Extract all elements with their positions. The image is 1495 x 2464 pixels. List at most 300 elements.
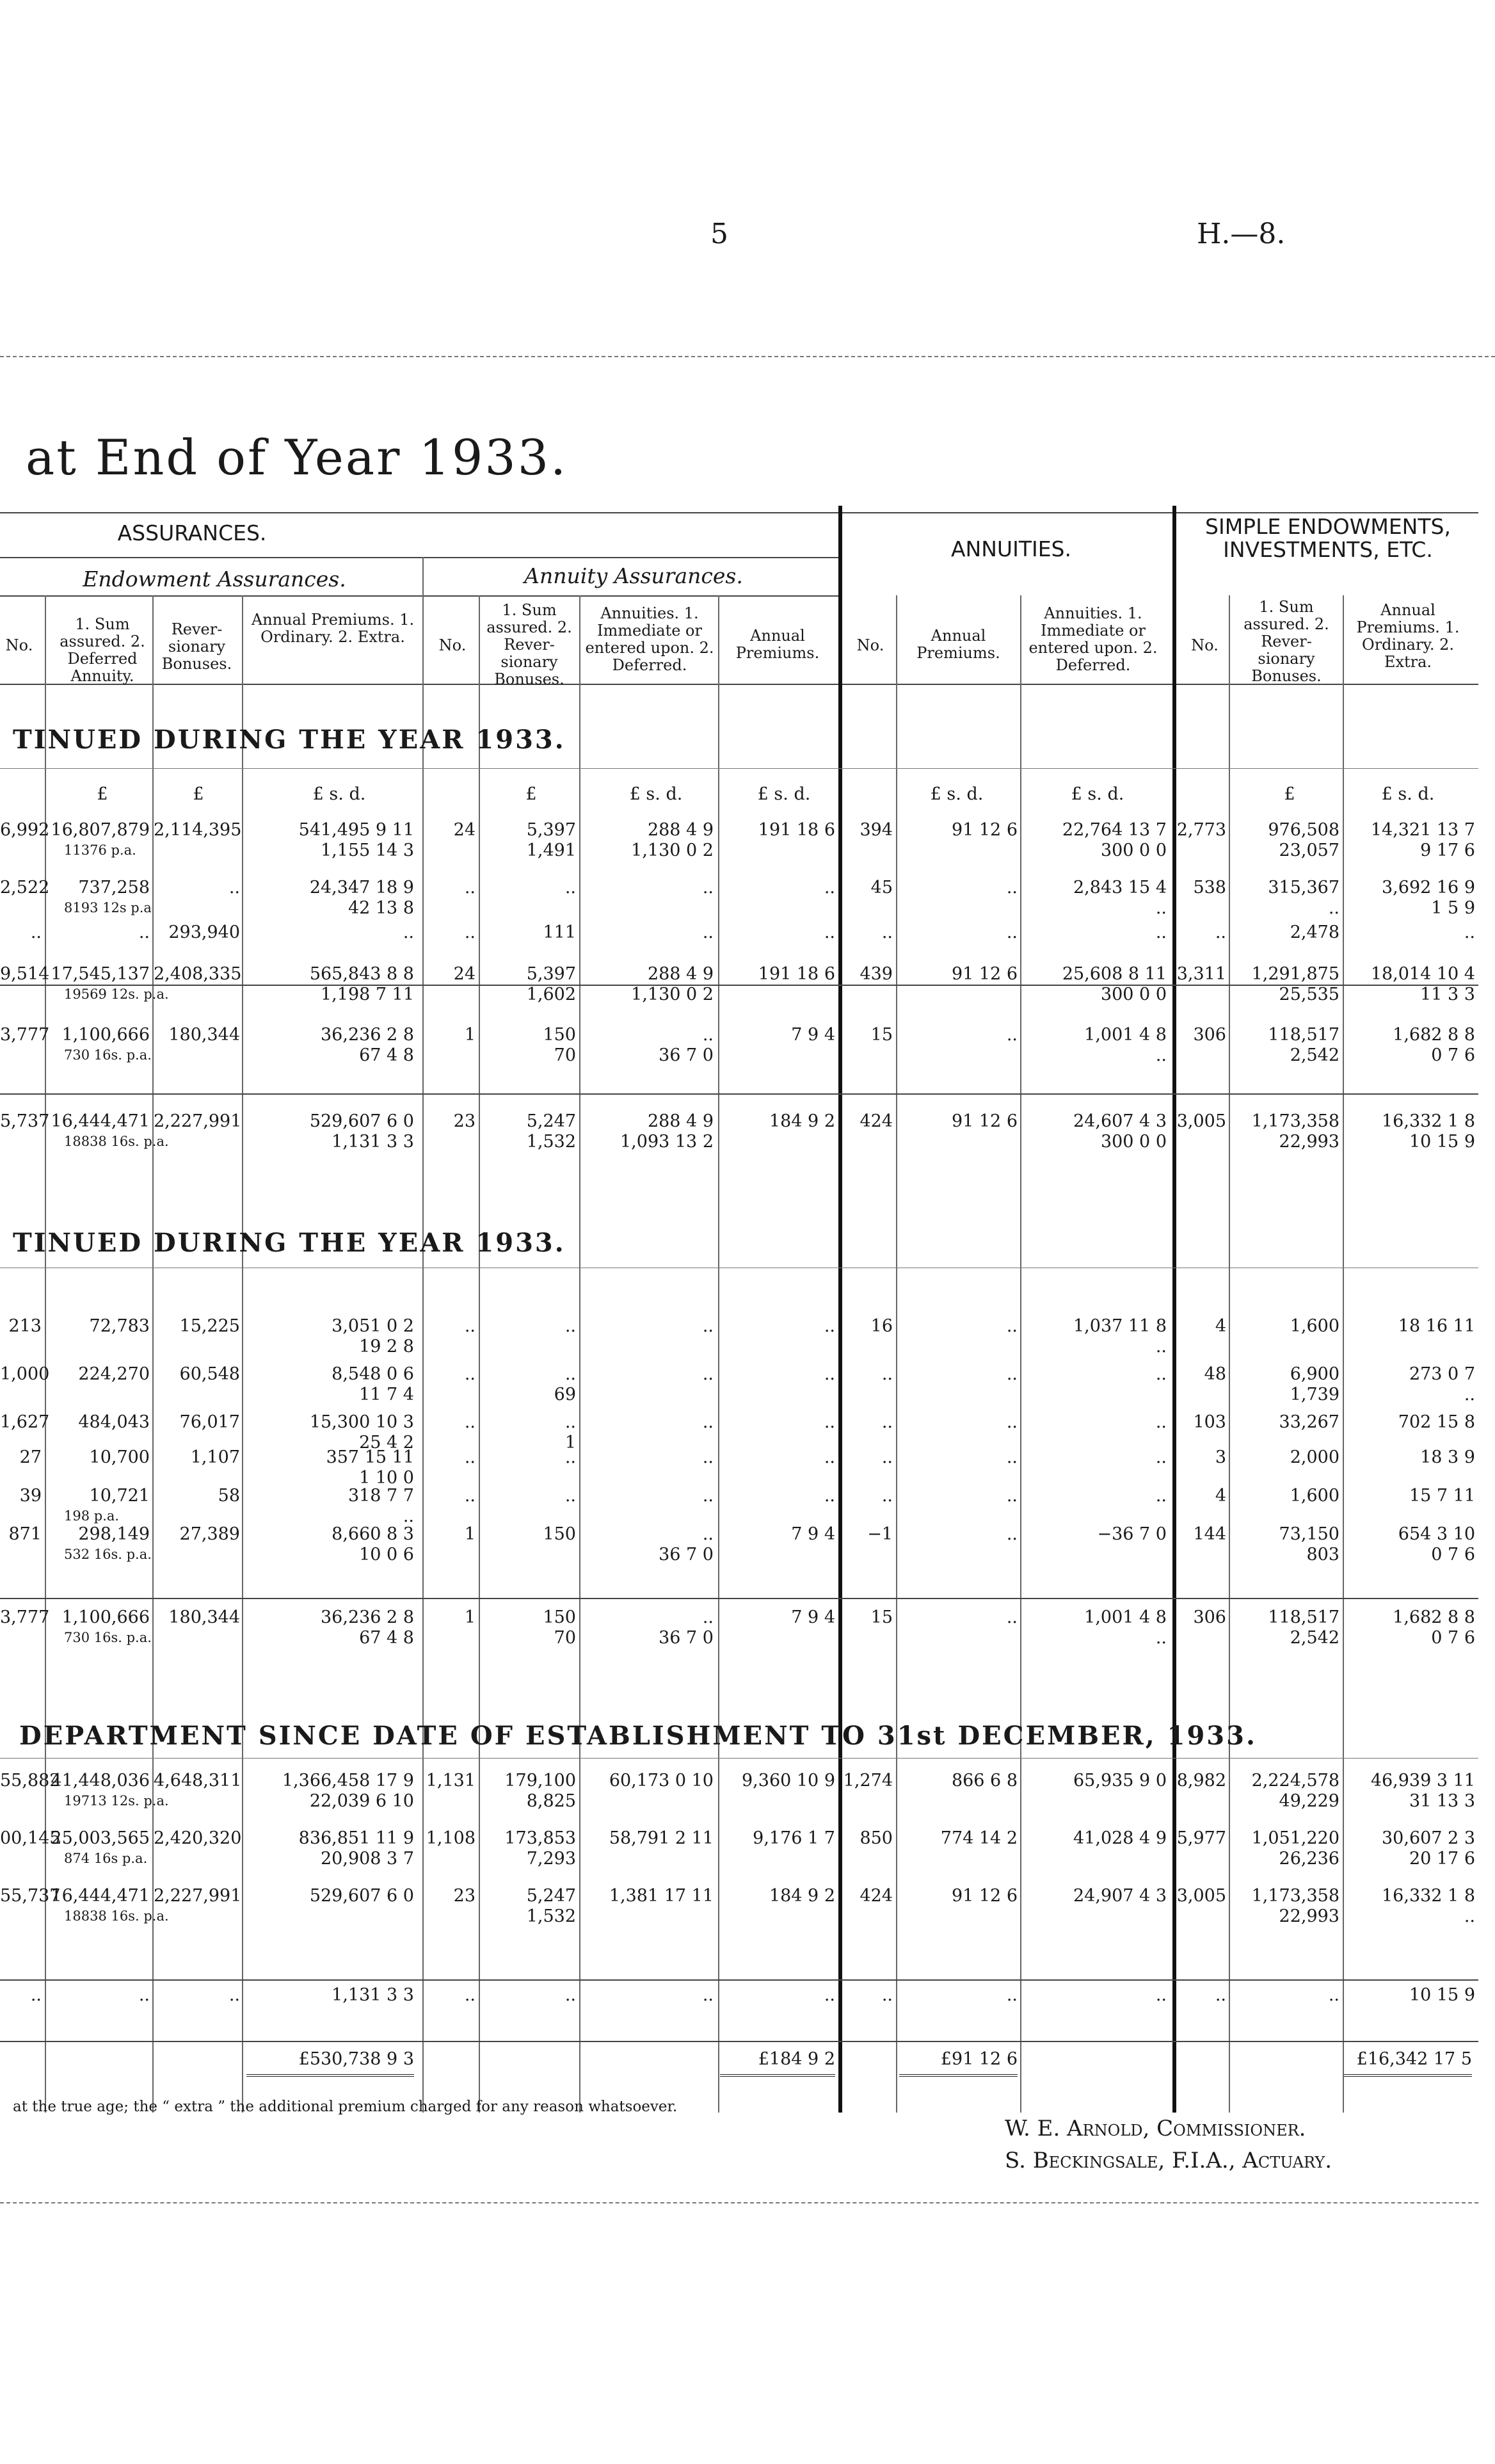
table-cell: .. — [1155, 1337, 1167, 1357]
per-annum-note: 874 16s p.a. — [64, 1851, 148, 1866]
total-rule — [246, 2074, 414, 2077]
table-cell: 7 9 4 — [791, 1607, 835, 1627]
col-no-annuities: No. — [856, 636, 884, 654]
table-cell: .. — [702, 1486, 714, 1506]
table-cell: 23,057 — [1279, 841, 1339, 860]
table-cell: 9 17 6 — [1420, 841, 1475, 860]
table-cell: 424 — [859, 1111, 893, 1131]
table-cell: 16,444,471 — [51, 1886, 150, 1906]
table-cell: 1,532 — [526, 1906, 576, 1926]
table-cell: 871 — [8, 1524, 42, 1544]
per-annum-note: 19569 12s. p.a. — [64, 986, 169, 1002]
vrule — [718, 595, 719, 2113]
table-cell: 42 13 8 — [348, 898, 414, 918]
table-cell: 1,131 — [426, 1771, 476, 1791]
table-cell: .. — [464, 1316, 476, 1336]
table-cell: 16,807,879 — [51, 820, 150, 840]
table-cell: .. — [1464, 1385, 1475, 1405]
page-title: at End of Year 1933. — [26, 429, 568, 486]
table-cell: .. — [564, 1412, 576, 1432]
table-cell: 24 — [453, 820, 476, 840]
table-cell: 1,155 14 3 — [321, 841, 414, 860]
table-cell: 1 — [564, 1433, 576, 1453]
table-cell: 1,051,220 — [1251, 1828, 1339, 1848]
table-cell: .. — [702, 1364, 714, 1384]
table-cell: 2,408,335 — [154, 964, 242, 984]
table-cell: 9,514 — [0, 964, 50, 984]
table-cell: 318 7 7 — [348, 1486, 414, 1506]
table-cell: 1,366,458 17 9 — [282, 1771, 414, 1791]
table-cell: 19 2 8 — [359, 1337, 414, 1357]
table-cell: 1,093 13 2 — [620, 1132, 714, 1152]
table-cell: 288 4 9 — [647, 820, 714, 840]
table-cell: 45 — [870, 878, 893, 898]
table-cell: 23 — [453, 1886, 476, 1906]
table-cell: 1,100,666 — [61, 1025, 150, 1045]
table-cell: .. — [564, 1364, 576, 1384]
table-cell: 36 7 0 — [659, 1628, 714, 1648]
table-cell: −1 — [867, 1524, 893, 1544]
table-cell: 2,227,991 — [154, 1111, 242, 1131]
table-cell: 3 — [1215, 1447, 1226, 1467]
table-cell: 2,478 — [1290, 922, 1339, 942]
col-annual-premiums: Annual Premiums. — [735, 627, 820, 662]
bottom-rule — [0, 2202, 1478, 2203]
table-cell: 1 — [464, 1025, 476, 1045]
table-cell: 5,397 — [526, 964, 576, 984]
table-cell: 58,791 2 11 — [609, 1828, 714, 1848]
table-cell: 11 7 4 — [359, 1385, 414, 1405]
table-cell: 1,739 — [1290, 1385, 1339, 1405]
total-premiums: £530,738 9 3 — [298, 2049, 414, 2069]
row-rule — [0, 1979, 1478, 1981]
table-cell: .. — [464, 1985, 476, 2005]
table-cell: .. — [1006, 1524, 1018, 1544]
table-cell: 48 — [1204, 1364, 1226, 1384]
table-cell: 5,397 — [526, 820, 576, 840]
table-cell: 36,236 2 8 — [321, 1025, 414, 1045]
table-cell: 25,003,565 — [51, 1828, 150, 1848]
table-cell: .. — [1155, 1447, 1167, 1467]
table-cell: 3,777 — [0, 1025, 50, 1045]
table-cell: 91 12 6 — [951, 820, 1018, 840]
table-cell: 1,037 11 8 — [1073, 1316, 1167, 1336]
table-cell: .. — [1006, 1985, 1018, 2005]
table-cell: 46,939 3 11 — [1370, 1771, 1475, 1791]
table-cell: 1,291,875 — [1251, 964, 1339, 984]
table-cell: 55,737 — [0, 1886, 61, 1906]
table-cell: 866 6 8 — [951, 1771, 1018, 1791]
table-cell: 9,176 1 7 — [753, 1828, 835, 1848]
table-cell: 2,000 — [1290, 1447, 1339, 1467]
table-cell: 10,700 — [89, 1447, 150, 1467]
table-cell: .. — [1155, 1486, 1167, 1506]
table-cell: 1,600 — [1290, 1316, 1339, 1336]
table-cell: 25,535 — [1279, 985, 1339, 1004]
per-annum-note: 11376 p.a. — [64, 842, 136, 858]
table-cell: 20,908 3 7 — [321, 1849, 414, 1869]
table-cell: 273 0 7 — [1409, 1364, 1475, 1384]
table-cell: .. — [824, 1985, 835, 2005]
table-cell: 5,977 — [1176, 1828, 1226, 1848]
unit-psd: £ s. d. — [930, 784, 984, 804]
table-cell: 2,773 — [1176, 820, 1226, 840]
table-cell: 1,100,666 — [61, 1607, 150, 1627]
table-cell: 91 12 6 — [951, 1886, 1018, 1906]
table-cell: 1 — [464, 1607, 476, 1627]
table-cell: .. — [464, 1412, 476, 1432]
assurances-rule — [0, 557, 838, 558]
table-cell: 60,548 — [179, 1364, 240, 1384]
unit-pound: £ — [1284, 784, 1295, 804]
table-cell: .. — [824, 1364, 835, 1384]
table-cell: 22,039 6 10 — [309, 1791, 414, 1811]
col-sum-assured-deferred: 1. Sum assured. 2. Deferred Annuity. — [60, 615, 145, 685]
group-assurances: ASSURANCES. — [117, 520, 267, 545]
table-cell: 0 7 6 — [1431, 1545, 1475, 1565]
table-cell: 1 — [464, 1524, 476, 1544]
table-cell: 2,843 15 4 — [1073, 878, 1167, 898]
total-rule — [1344, 2074, 1472, 2077]
table-cell: 16,332 1 8 — [1382, 1111, 1475, 1131]
table-cell: 58 — [218, 1486, 240, 1506]
table-cell: 180,344 — [168, 1025, 240, 1045]
row-rule — [0, 985, 1478, 986]
table-cell: 5,247 — [526, 1111, 576, 1131]
table-cell: 7 9 4 — [791, 1025, 835, 1045]
table-cell: 180,344 — [168, 1607, 240, 1627]
unit-pound: £ — [97, 784, 108, 804]
table-cell: 2,522 — [0, 878, 50, 898]
table-cell: .. — [138, 1985, 150, 2005]
table-cell: 1,108 — [426, 1828, 476, 1848]
table-cell: 91 12 6 — [951, 964, 1018, 984]
table-cell: .. — [464, 922, 476, 942]
table-cell: 16,444,471 — [51, 1111, 150, 1131]
total-annuity-premiums: £184 9 2 — [758, 2049, 835, 2069]
table-cell: 11 3 3 — [1420, 985, 1475, 1004]
table-cell: 70 — [554, 1045, 576, 1065]
table-cell: 5,247 — [526, 1886, 576, 1906]
table-cell: 7,293 — [526, 1849, 576, 1869]
table-cell: 6,992 — [0, 820, 50, 840]
table-cell: 36,236 2 8 — [321, 1607, 414, 1627]
table-cell: 7 9 4 — [791, 1524, 835, 1544]
table-cell: .. — [564, 1985, 576, 2005]
table-cell: 10,721 — [89, 1486, 150, 1506]
table-cell: 60,173 0 10 — [609, 1771, 714, 1791]
vrule — [479, 595, 480, 2113]
table-cell: .. — [1328, 1985, 1339, 2005]
table-cell: 1,173,358 — [1251, 1886, 1339, 1906]
table-cell: 20 17 6 — [1409, 1849, 1475, 1869]
table-cell: 24,347 18 9 — [309, 878, 414, 898]
table-cell: .. — [1155, 1985, 1167, 2005]
table-cell: 774 14 2 — [940, 1828, 1018, 1848]
col-no-simple: No. — [1191, 636, 1219, 654]
table-cell: .. — [702, 1447, 714, 1467]
total-rule — [899, 2074, 1018, 2077]
table-cell: .. — [403, 922, 414, 942]
table-cell: 529,607 6 0 — [309, 1886, 414, 1906]
table-cell: .. — [1155, 1045, 1167, 1065]
table-cell: 1,682 8 8 — [1393, 1607, 1475, 1627]
table-cell: 24,907 4 3 — [1073, 1886, 1167, 1906]
table-cell: 10 15 9 — [1409, 1132, 1475, 1152]
top-rule — [0, 356, 1495, 357]
vrule — [579, 595, 580, 2113]
table-cell: .. — [403, 1506, 414, 1526]
row-rule — [0, 1598, 1478, 1599]
table-cell: 737,258 — [78, 878, 150, 898]
table-cell: .. — [564, 1316, 576, 1336]
table-cell: .. — [824, 1447, 835, 1467]
signature-commissioner: W. E. Arnold, Commissioner. — [1005, 2116, 1306, 2141]
table-cell: 10 0 6 — [359, 1545, 414, 1565]
table-cell: .. — [1006, 1412, 1018, 1432]
table-cell: 2,227,991 — [154, 1886, 242, 1906]
per-annum-note: 532 16s. p.a. — [64, 1547, 152, 1562]
table-cell: 357 15 11 — [326, 1447, 414, 1467]
table-cell: 300 0 0 — [1100, 841, 1167, 860]
table-cell: 224,270 — [78, 1364, 150, 1384]
table-cell: 22,993 — [1279, 1906, 1339, 1926]
total-rule — [720, 2074, 835, 2077]
table-cell: 2,114,395 — [154, 820, 242, 840]
table-cell: 73,150 — [1279, 1524, 1339, 1544]
footnote: at the true age; the “ extra ” the additional premium charged for any reason whatsoever. — [13, 2098, 678, 2115]
col-sum-assured-simple: 1. Sum assured. 2. Rever- sionary Bonuses. — [1243, 598, 1329, 685]
table-cell: 538 — [1193, 878, 1226, 898]
table-cell: .. — [702, 1025, 714, 1045]
table-cell: 288 4 9 — [647, 964, 714, 984]
table-cell: .. — [881, 1364, 893, 1384]
table-cell: 18 3 9 — [1420, 1447, 1475, 1467]
table-cell: 55,882 — [0, 1771, 61, 1791]
per-annum-note: 19713 12s. p.a. — [64, 1793, 169, 1808]
table-cell: .. — [1328, 898, 1339, 918]
table-cell: 541,495 9 11 — [298, 820, 414, 840]
table-cell: .. — [702, 922, 714, 942]
table-cell: 306 — [1193, 1607, 1226, 1627]
vrule — [1229, 595, 1230, 2113]
table-cell: .. — [464, 1364, 476, 1384]
page-number: 5 — [710, 218, 728, 250]
table-cell: 150 — [543, 1524, 576, 1544]
table-cell: 191 18 6 — [758, 964, 835, 984]
header-rule-top — [0, 512, 1478, 513]
table-cell: 1,000 — [0, 1364, 50, 1384]
unit-psd: £ s. d. — [1071, 784, 1124, 804]
per-annum-note: 198 p.a. — [64, 1508, 120, 1524]
row-rule — [0, 1093, 1478, 1095]
table-cell: 24 — [453, 964, 476, 984]
table-cell: 2,420,320 — [154, 1828, 242, 1848]
table-cell: .. — [824, 1486, 835, 1506]
table-cell: 118,517 — [1268, 1607, 1339, 1627]
table-cell: 1,381 17 11 — [609, 1886, 714, 1906]
col-annual-premiums-annuities: Annual Premiums. — [916, 627, 1000, 662]
table-cell: 298,149 — [78, 1524, 150, 1544]
table-cell: 1,131 3 3 — [332, 1985, 414, 2005]
table-cell: 306 — [1193, 1025, 1226, 1045]
table-cell: 976,508 — [1268, 820, 1339, 840]
table-cell: 1,532 — [526, 1132, 576, 1152]
col-annual-premiums-simple: Annual Premiums. 1. Ordinary. 2. Extra. — [1356, 601, 1460, 671]
table-cell: 8,825 — [526, 1791, 576, 1811]
table-cell: 702 15 8 — [1398, 1412, 1475, 1432]
table-cell: 18 16 11 — [1398, 1316, 1475, 1336]
table-cell: 300 0 0 — [1100, 985, 1167, 1004]
table-cell: 27,389 — [179, 1524, 240, 1544]
col-annual-premiums-ordinary: Annual Premiums. 1. Ordinary. 2. Extra. — [251, 611, 415, 646]
table-cell: 1,491 — [526, 841, 576, 860]
table-cell: 424 — [859, 1886, 893, 1906]
table-cell: .. — [881, 1447, 893, 1467]
table-cell: .. — [1155, 1628, 1167, 1648]
table-cell: 22,764 13 7 — [1062, 820, 1167, 840]
table-cell: 17,545,137 — [51, 964, 150, 984]
table-cell: 150 — [543, 1025, 576, 1045]
table-cell: .. — [228, 1985, 240, 2005]
table-cell: 850 — [859, 1828, 893, 1848]
table-cell: 36 7 0 — [659, 1545, 714, 1565]
table-cell: 67 4 8 — [359, 1628, 414, 1648]
col-no: No. — [5, 636, 33, 654]
table-cell: 803 — [1306, 1545, 1339, 1565]
table-cell: 654 3 10 — [1398, 1524, 1475, 1544]
table-cell: 24,607 4 3 — [1073, 1111, 1167, 1131]
table-cell: .. — [30, 1985, 42, 2005]
section-2-heading: TINUED DURING THE YEAR 1933. — [13, 1228, 566, 1258]
vrule-bold — [838, 506, 842, 2113]
table-cell: 9,360 10 9 — [742, 1771, 835, 1791]
table-cell: .. — [881, 1486, 893, 1506]
table-cell: 1,627 — [0, 1412, 50, 1432]
table-cell: 484,043 — [78, 1412, 150, 1432]
table-cell: 3,051 0 2 — [332, 1316, 414, 1336]
table-cell: .. — [1464, 1906, 1475, 1926]
table-cell: 3,005 — [1176, 1886, 1226, 1906]
table-cell: 836,851 11 9 — [298, 1828, 414, 1848]
table-cell: 1,682 8 8 — [1393, 1025, 1475, 1045]
table-cell: 173,853 — [504, 1828, 576, 1848]
table-cell: 69 — [554, 1385, 576, 1405]
table-cell: 315,367 — [1268, 878, 1339, 898]
table-cell: 1,131 3 3 — [332, 1132, 414, 1152]
table-cell: .. — [1006, 1486, 1018, 1506]
table-cell: 4,648,311 — [154, 1771, 242, 1791]
table-cell: .. — [464, 878, 476, 898]
table-cell: 1 10 0 — [359, 1468, 414, 1488]
table-cell: 25 4 2 — [359, 1433, 414, 1453]
table-cell: −36 7 0 — [1097, 1524, 1167, 1544]
table-cell: 565,843 8 8 — [309, 964, 414, 984]
table-cell: 3,311 — [1176, 964, 1226, 984]
table-cell: .. — [464, 1486, 476, 1506]
table-cell: .. — [824, 922, 835, 942]
table-cell: 39 — [19, 1486, 42, 1506]
per-annum-note: 730 16s. p.a. — [64, 1630, 152, 1645]
table-cell: 1,173,358 — [1251, 1111, 1339, 1131]
table-cell: 26,236 — [1279, 1849, 1339, 1869]
table-cell: 2,224,578 — [1251, 1771, 1339, 1791]
table-cell: 25,608 8 11 — [1062, 964, 1167, 984]
table-cell: 27 — [19, 1447, 42, 1467]
table-cell: 3,692 16 9 — [1382, 878, 1475, 898]
vrule — [242, 595, 243, 2113]
vrule — [896, 595, 897, 2113]
table-cell: .. — [702, 1524, 714, 1544]
table-cell: 18,014 10 4 — [1370, 964, 1475, 984]
table-cell: 36 7 0 — [659, 1045, 714, 1065]
table-cell: .. — [881, 1412, 893, 1432]
table-cell: 1,602 — [526, 985, 576, 1004]
table-cell: 15 — [870, 1607, 893, 1627]
table-cell: 150 — [543, 1607, 576, 1627]
table-cell: .. — [1006, 878, 1018, 898]
table-cell: 8,548 0 6 — [332, 1364, 414, 1384]
subgroup-annuity-assurances: Annuity Assurances. — [524, 563, 743, 588]
table-cell: 15 — [870, 1025, 893, 1045]
section-3-heading: DEPARTMENT SINCE DATE OF ESTABLISHMENT TO 31st DECEMBER, 1933. — [19, 1721, 1257, 1751]
group-annuities: ANNUITIES. — [950, 536, 1071, 561]
col-annuities-immediate: Annuities. 1. Immediate or entered upon. 2. Deferred. — [585, 604, 714, 674]
table-cell: 23 — [453, 1111, 476, 1131]
table-cell: .. — [824, 1316, 835, 1336]
table-cell: 1,130 0 2 — [631, 841, 714, 860]
table-cell: 1,600 — [1290, 1486, 1339, 1506]
table-cell: 70 — [554, 1628, 576, 1648]
table-cell: .. — [1155, 922, 1167, 942]
table-cell: 1,001 4 8 — [1084, 1607, 1167, 1627]
table-cell: .. — [1006, 922, 1018, 942]
table-cell: 144 — [1193, 1524, 1226, 1544]
table-cell: .. — [564, 1447, 576, 1467]
row-rule — [0, 2041, 1478, 2042]
table-cell: 41,028 4 9 — [1073, 1828, 1167, 1848]
col-reversionary-bonuses: Rever- sionary Bonuses. — [161, 620, 232, 673]
col-no-annuity-assurances: No. — [438, 636, 467, 654]
table-cell: 300 0 0 — [1100, 1132, 1167, 1152]
table-cell: 15,300 10 3 — [309, 1412, 414, 1432]
unit-psd: £ s. d. — [629, 784, 683, 804]
total-simple-premiums: £16,342 17 5 — [1356, 2049, 1472, 2069]
table-cell: 33,267 — [1279, 1412, 1339, 1432]
vrule — [1020, 595, 1021, 2113]
col-annuities-immediate-ann: Annuities. 1. Immediate or entered upon. 2. Deferred. — [1028, 604, 1158, 674]
table-cell: .. — [1215, 922, 1226, 942]
table-cell: 4 — [1215, 1486, 1226, 1506]
table-cell: 8,660 8 3 — [332, 1524, 414, 1544]
table-cell: .. — [881, 922, 893, 942]
table-cell: .. — [1464, 922, 1475, 942]
section-1-rule — [0, 768, 1478, 769]
table-cell: 439 — [859, 964, 893, 984]
table-cell: .. — [1155, 1412, 1167, 1432]
table-cell: 3,005 — [1176, 1111, 1226, 1131]
total-annuities-premiums: £91 12 6 — [940, 2049, 1018, 2069]
table-cell: .. — [824, 1412, 835, 1432]
table-cell: .. — [702, 1412, 714, 1432]
table-cell: 3,777 — [0, 1607, 50, 1627]
table-cell: .. — [30, 922, 42, 942]
table-cell: 1,130 0 2 — [631, 985, 714, 1004]
table-cell: .. — [564, 1486, 576, 1506]
unit-psd: £ s. d. — [312, 784, 366, 804]
table-cell: 293,940 — [168, 922, 240, 942]
per-annum-note: 730 16s. p.a. — [64, 1047, 152, 1063]
